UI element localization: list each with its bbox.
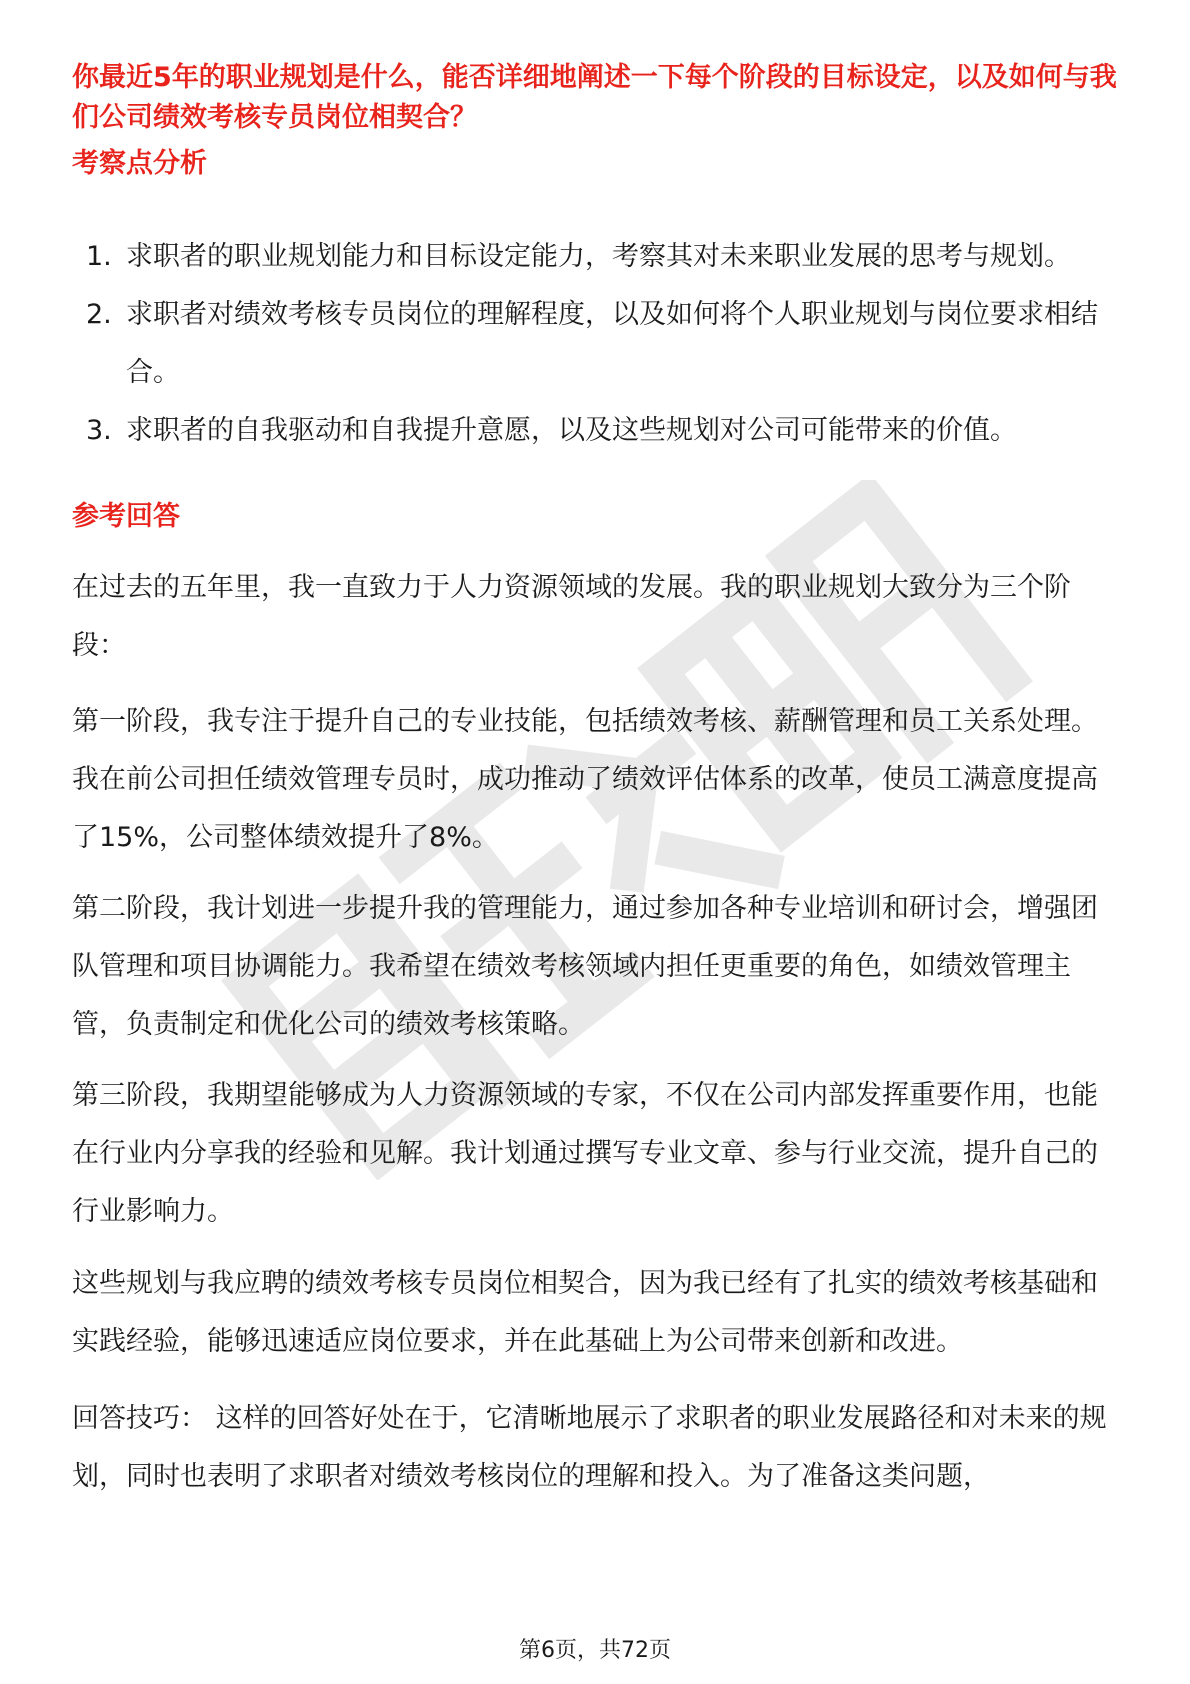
list-item xyxy=(72,402,1122,460)
answer-paragraph: 第一阶段，我专注于提升自己的专业技能，包括绩效考核、薪酬管理和员工关系处理。我在前公司担任绩效管理专员时，成功推动了绩效评估体系的改革，使员工满意度提高了15%，公司整体绩效提升了8%。 xyxy=(72,706,1098,853)
answer-title: 参考回答 xyxy=(72,501,180,532)
list-item xyxy=(72,286,1122,402)
answer-paragraph: 这些规划与我应聘的绩效考核专员岗位相契合，因为我已经有了扎实的绩效考核基础和实践经验，能够迅速适应岗位要求，并在此基础上为公司带来创新和改进。 xyxy=(72,1268,1098,1357)
list-item-number: 1. xyxy=(86,241,112,272)
answer-paragraph: 在过去的五年里，我一直致力于人力资源领域的发展。我的职业规划大致分为三个阶段： xyxy=(72,572,1071,661)
question-heading: 你最近5年的职业规划是什么，能否详细地阐述一下每个阶段的目标设定，以及如何与我们公司绩效考核专员岗位相契合？ xyxy=(72,62,1117,133)
list-item-text: 求职者的职业规划能力和目标设定能力，考察其对未来职业发展的思考与规划。 xyxy=(126,241,1071,272)
list-item xyxy=(72,228,1122,286)
list-item-number: 3. xyxy=(86,415,112,446)
list-item-text: 求职者的自我驱动和自我提升意愿，以及这些规划对公司可能带来的价值。 xyxy=(126,415,1017,446)
answer-tip-paragraph: 回答技巧： 这样的回答好处在于，它清晰地展示了求职者的职业发展路径和对未来的规划，同时也表明了求职者对绩效考核岗位的理解和投入。为了准备这类问题， xyxy=(72,1403,1107,1492)
analysis-list xyxy=(72,228,1122,460)
analysis-title: 考察点分析 xyxy=(72,148,207,179)
page-number: 第6页，共72页 xyxy=(519,1638,671,1663)
list-item-number: 2. xyxy=(86,299,112,330)
list-item-text: 求职者对绩效考核专员岗位的理解程度，以及如何将个人职业规划与岗位要求相结合。 xyxy=(126,299,1098,388)
answer-paragraph: 第三阶段，我期望能够成为人力资源领域的专家，不仅在公司内部发挥重要作用，也能在行业内分享我的经验和见解。我计划通过撰写专业文章、参与行业交流，提升自己的行业影响力。 xyxy=(72,1080,1098,1227)
answer-paragraph: 第二阶段，我计划进一步提升我的管理能力，通过参加各种专业培训和研讨会，增强团队管理和项目协调能力。我希望在绩效考核领域内担任更重要的角色，如绩效管理主管，负责制定和优化公司的绩效考核策略。 xyxy=(72,893,1098,1040)
